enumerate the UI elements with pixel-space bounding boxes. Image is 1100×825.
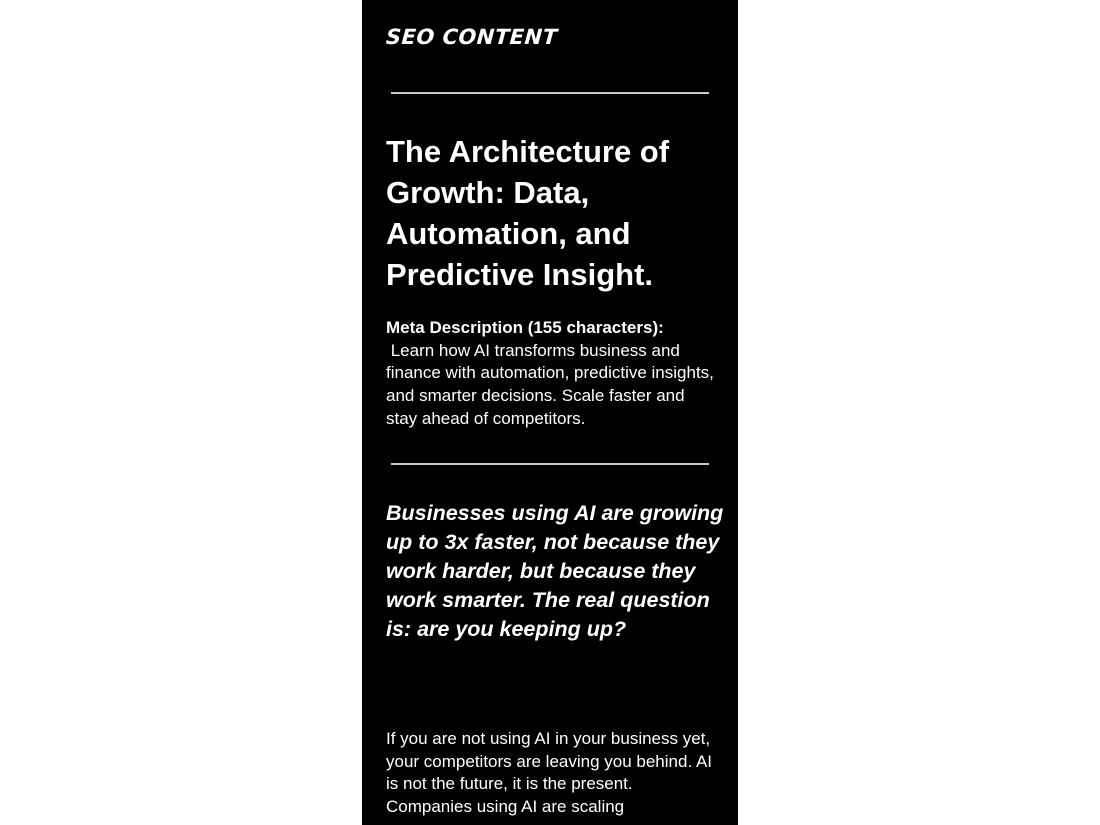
middle-divider [391,463,709,465]
meta-description-text: Learn how AI transforms business and finance with automation, predictive insights, and smarter decisions. Scale faster and stay ahead of competitors. [386,340,714,428]
meta-description-label: Meta Description (155 characters): [386,318,664,337]
content-panel [362,0,738,825]
article-title: The Architecture of Growth: Data, Automation, and Predictive Insight. [386,134,670,292]
section-label: SEO CONTENT [385,25,559,49]
pull-quote: Businesses using AI are growing up to 3x faster, not because they work harder, but because they work smarter. The real question is: are you keeping up? [386,501,724,641]
body-paragraph: If you are not using AI in your business yet, your competitors are leaving you behind. AI is not the future, it is the present. Companies using AI are scaling [386,729,713,816]
meta-description [386,317,716,431]
top-divider [391,92,709,94]
